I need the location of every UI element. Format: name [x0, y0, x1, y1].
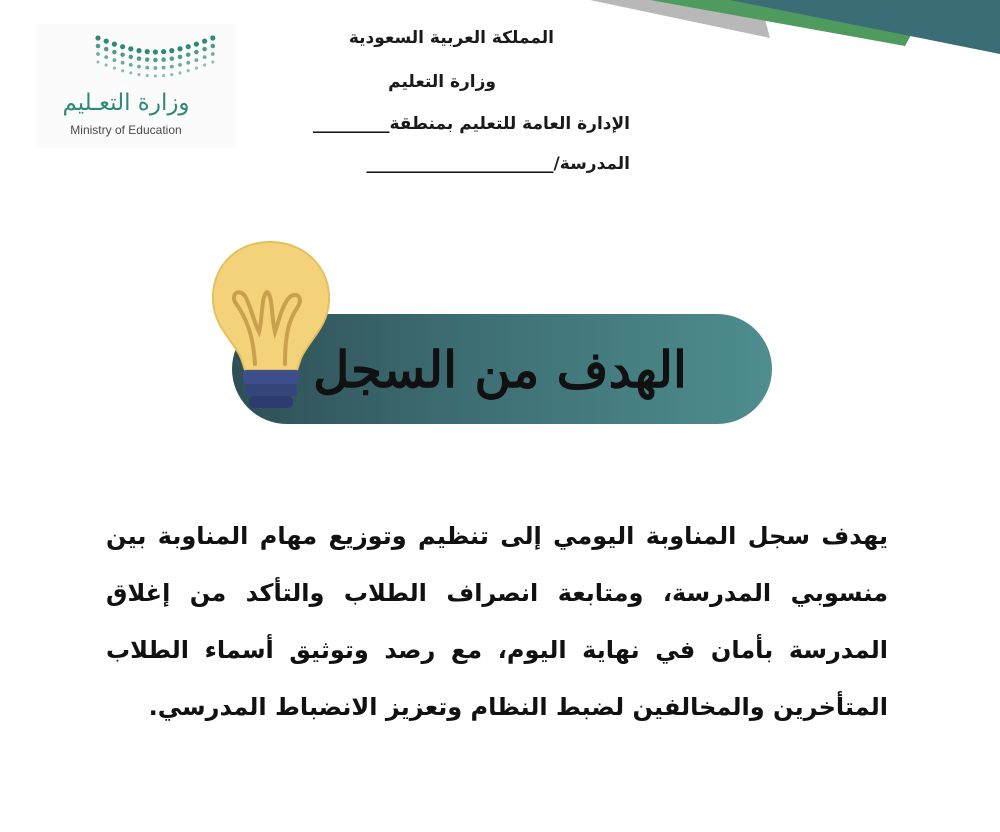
- logo-dot: [169, 48, 174, 53]
- logo-dot: [186, 52, 191, 57]
- corner-decoration: [500, 0, 1000, 70]
- logo-dot: [146, 74, 149, 77]
- ministry-logo: [36, 24, 236, 148]
- logo-dot: [178, 55, 183, 60]
- logo-dot: [170, 65, 174, 69]
- logo-dot: [128, 46, 133, 51]
- logo-dot: [203, 55, 207, 59]
- logo-dot: [187, 69, 190, 72]
- logo-dot: [177, 46, 182, 51]
- logo-dot: [162, 66, 166, 70]
- education-directorate-line: الإدارة العامة للتعليم بمنطقة_________: [312, 114, 630, 134]
- logo-dot: [195, 67, 198, 70]
- logo-dot: [153, 49, 158, 54]
- logo-dot: [170, 56, 175, 61]
- logo-dot: [96, 52, 100, 56]
- logo-dot: [136, 48, 141, 53]
- logo-dot: [178, 71, 181, 74]
- ministry-of-education-dots-logo: [36, 24, 236, 88]
- kingdom-line: المملكة العربية السعودية: [348, 28, 554, 48]
- logo-dot: [121, 61, 125, 65]
- purpose-paragraph: يهدف سجل المناوبة اليومي إلى تنظيم وتوزيع مهام المناوبة بين منسوبي المدرسة، ومتابعة انصراف الطلاب والتأكد من إغلاق المدرسة بأمان في نهاية اليوم، مع رصد وتوثيق أسماء الطلاب المتأخرين والمخالفين لضبط النظام وتعزيز الانضباط المدرسي.: [106, 522, 888, 721]
- logo-dot: [211, 52, 215, 56]
- logo-dot: [121, 69, 124, 72]
- logo-dot: [95, 35, 100, 40]
- logo-dot: [96, 44, 101, 49]
- logo-dot: [202, 47, 207, 52]
- logo-dot: [105, 64, 108, 67]
- logo-dot: [120, 52, 125, 57]
- logo-dot: [129, 55, 134, 60]
- logo-arabic-text: وزارة التعـليم: [62, 90, 190, 116]
- logo-dot: [153, 58, 158, 63]
- logo-dot: [194, 50, 199, 55]
- logo-dot: [145, 66, 149, 70]
- logo-dot: [186, 44, 191, 49]
- logo-dot: [129, 71, 132, 74]
- logo-dot: [112, 50, 117, 55]
- logo-dot: [162, 74, 165, 77]
- logo-dot: [161, 49, 166, 54]
- logo-dot: [145, 57, 150, 62]
- logo-dot: [202, 39, 207, 44]
- logo-dot: [195, 58, 199, 62]
- logo-dot: [194, 42, 199, 47]
- logo-dot: [211, 60, 214, 63]
- logo-dot: [120, 44, 125, 49]
- logo-dot: [154, 66, 158, 70]
- logo-dot: [210, 35, 215, 40]
- logo-dot: [203, 64, 206, 67]
- logo-dot: [178, 63, 182, 67]
- logo-dot: [137, 73, 140, 76]
- logo-dot: [113, 58, 117, 62]
- logo-dot: [154, 74, 157, 77]
- school-line: المدرسة/______________________: [366, 154, 630, 174]
- banner-title: الهدف من السجل: [313, 340, 687, 399]
- logo-english-text: Ministry of Education: [70, 123, 182, 137]
- logo-dot: [137, 65, 141, 69]
- logo-dot: [170, 73, 173, 76]
- ministry-line: وزارة التعليم: [388, 72, 496, 92]
- logo-dot: [112, 42, 117, 47]
- logo-dot: [186, 61, 190, 65]
- logo-dot: [137, 56, 142, 61]
- logo-dot: [104, 47, 109, 52]
- logo-dot: [161, 57, 166, 62]
- logo-dot: [113, 67, 116, 70]
- logo-dot: [145, 49, 150, 54]
- logo-dot: [211, 44, 216, 49]
- logo-dot: [104, 55, 108, 59]
- logo-dot: [129, 63, 133, 67]
- logo-dot: [96, 60, 99, 63]
- logo-dot: [104, 39, 109, 44]
